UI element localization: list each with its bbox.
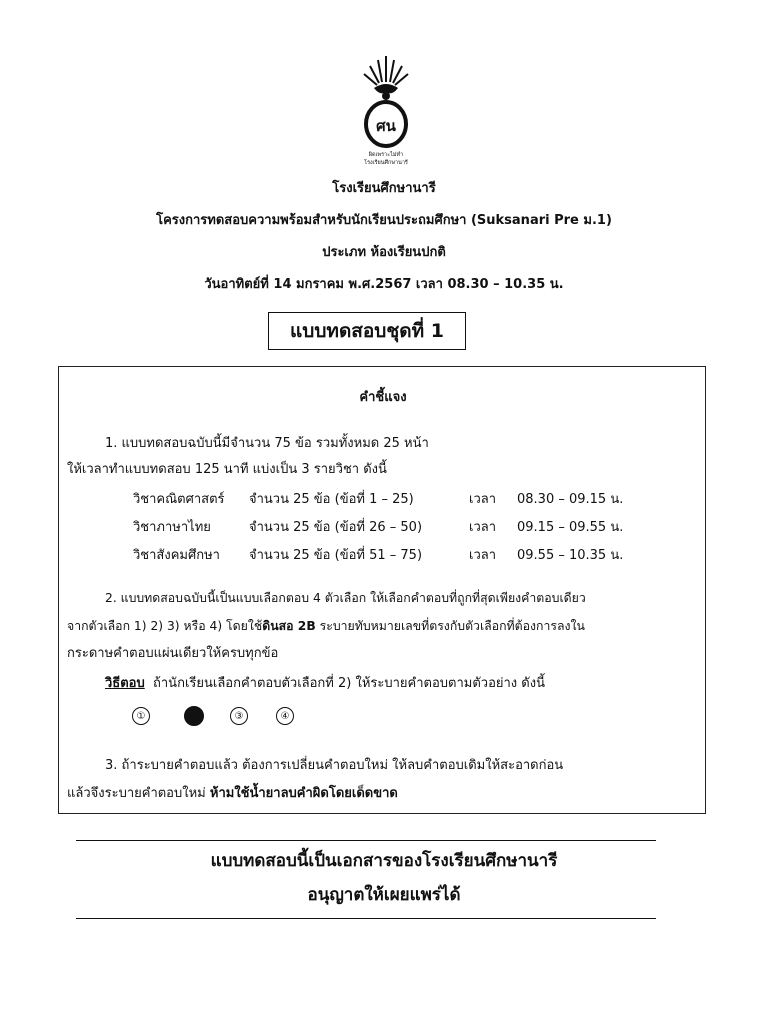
- school-name: โรงเรียนศึกษานารี: [332, 181, 436, 196]
- instruction-3-line-1: 3. ถ้าระบายคำตอบแล้ว ต้องการเปลี่ยนคำตอบใหม่ ให้ลบคำตอบเดิมให้สะอาดก่อน: [105, 758, 564, 773]
- subject-time: 09.15 – 09.55 น.: [517, 520, 624, 535]
- subject-name: วิชาคณิตศาสตร์: [133, 492, 225, 507]
- instruction-1-line-1: 1. แบบทดสอบฉบับนี้มีจำนวน 75 ข้อ รวมทั้งหมด 25 หน้า: [105, 436, 429, 451]
- notice-top-rule: [76, 840, 656, 841]
- subject-count: จำนวน 25 ข้อ (ข้อที่ 51 – 75): [249, 548, 423, 563]
- exam-date: วันอาทิตย์ที่ 14 มกราคม พ.ศ.2567 เวลา 08.30 – 10.35 น.: [204, 277, 564, 292]
- answer-method-line: วิธีตอบ ถ้านักเรียนเลือกคำตอบตัวเลือกที่ 2) ให้ระบายคำตอบตามตัวอย่าง ดังนี้: [105, 676, 545, 691]
- test-set-title: แบบทดสอบชุดที่ 1: [268, 312, 466, 350]
- subject-time: 09.55 – 10.35 น.: [517, 548, 624, 563]
- emblem-motto-2: โรงเรียนศึกษานารี: [364, 160, 408, 166]
- instruction-2-line-1: 2. แบบทดสอบฉบับนี้เป็นแบบเลือกตอบ 4 ตัวเลือก ให้เลือกคำตอบที่ถูกที่สุดเพียงคำตอบเดียว: [105, 591, 586, 605]
- subject-time-label: เวลา: [469, 520, 497, 535]
- instruction-2-line-2: จากตัวเลือก 1) 2) 3) หรือ 4) โดยใช้ดินสอ 2B ระบายทับหมายเลขที่ตรงกับตัวเลือกที่ต้องการลงใน: [67, 619, 585, 633]
- example-option-2-filled: [184, 706, 204, 726]
- example-option-4: ④: [276, 707, 294, 725]
- subject-time-label: เวลา: [469, 492, 497, 507]
- notice-bottom-rule: [76, 918, 656, 919]
- notice-line-1: แบบทดสอบนี้เป็นเอกสารของโรงเรียนศึกษานารี: [210, 851, 558, 871]
- subject-count: จำนวน 25 ข้อ (ข้อที่ 1 – 25): [249, 492, 414, 507]
- example-option-1: ①: [132, 707, 150, 725]
- instruction-2-line-3: กระดาษคำตอบแผ่นเดียวให้ครบทุกข้อ: [67, 646, 279, 661]
- emblem-letters: ศน: [376, 117, 396, 135]
- school-emblem-icon: [326, 52, 446, 174]
- example-option-3: ③: [230, 707, 248, 725]
- instructions-box: [58, 366, 706, 814]
- pencil-2b-emphasis: ดินสอ 2B: [262, 619, 316, 633]
- instructions-heading: คำชี้แจง: [359, 390, 407, 405]
- notice-line-2: อนุญาตให้เผยแพร่ได้: [307, 885, 461, 905]
- emblem-motto-1: ผิดเพราะไม่ทำ: [368, 152, 404, 158]
- project-title: โครงการทดสอบความพร้อมสำหรับนักเรียนประถมศึกษา (Suksanari Pre ม.1): [156, 213, 612, 228]
- subject-count: จำนวน 25 ข้อ (ข้อที่ 26 – 50): [249, 520, 423, 535]
- instruction-3-line-2: แล้วจึงระบายคำตอบใหม่ ห้ามใช้น้ำยาลบคำผิดโดยเด็ดขาด: [67, 786, 398, 801]
- subject-time-label: เวลา: [469, 548, 497, 563]
- answer-method-label: วิธีตอบ: [105, 676, 145, 691]
- subject-name: วิชาสังคมศึกษา: [133, 548, 220, 563]
- no-correction-fluid-warning: ห้ามใช้น้ำยาลบคำผิดโดยเด็ดขาด: [209, 786, 398, 801]
- class-type: ประเภท ห้องเรียนปกติ: [322, 245, 446, 260]
- instruction-1-line-2: ให้เวลาทำแบบทดสอบ 125 นาที แบ่งเป็น 3 รายวิชา ดังนี้: [67, 462, 387, 477]
- subject-name: วิชาภาษาไทย: [133, 520, 211, 535]
- subject-time: 08.30 – 09.15 น.: [517, 492, 624, 507]
